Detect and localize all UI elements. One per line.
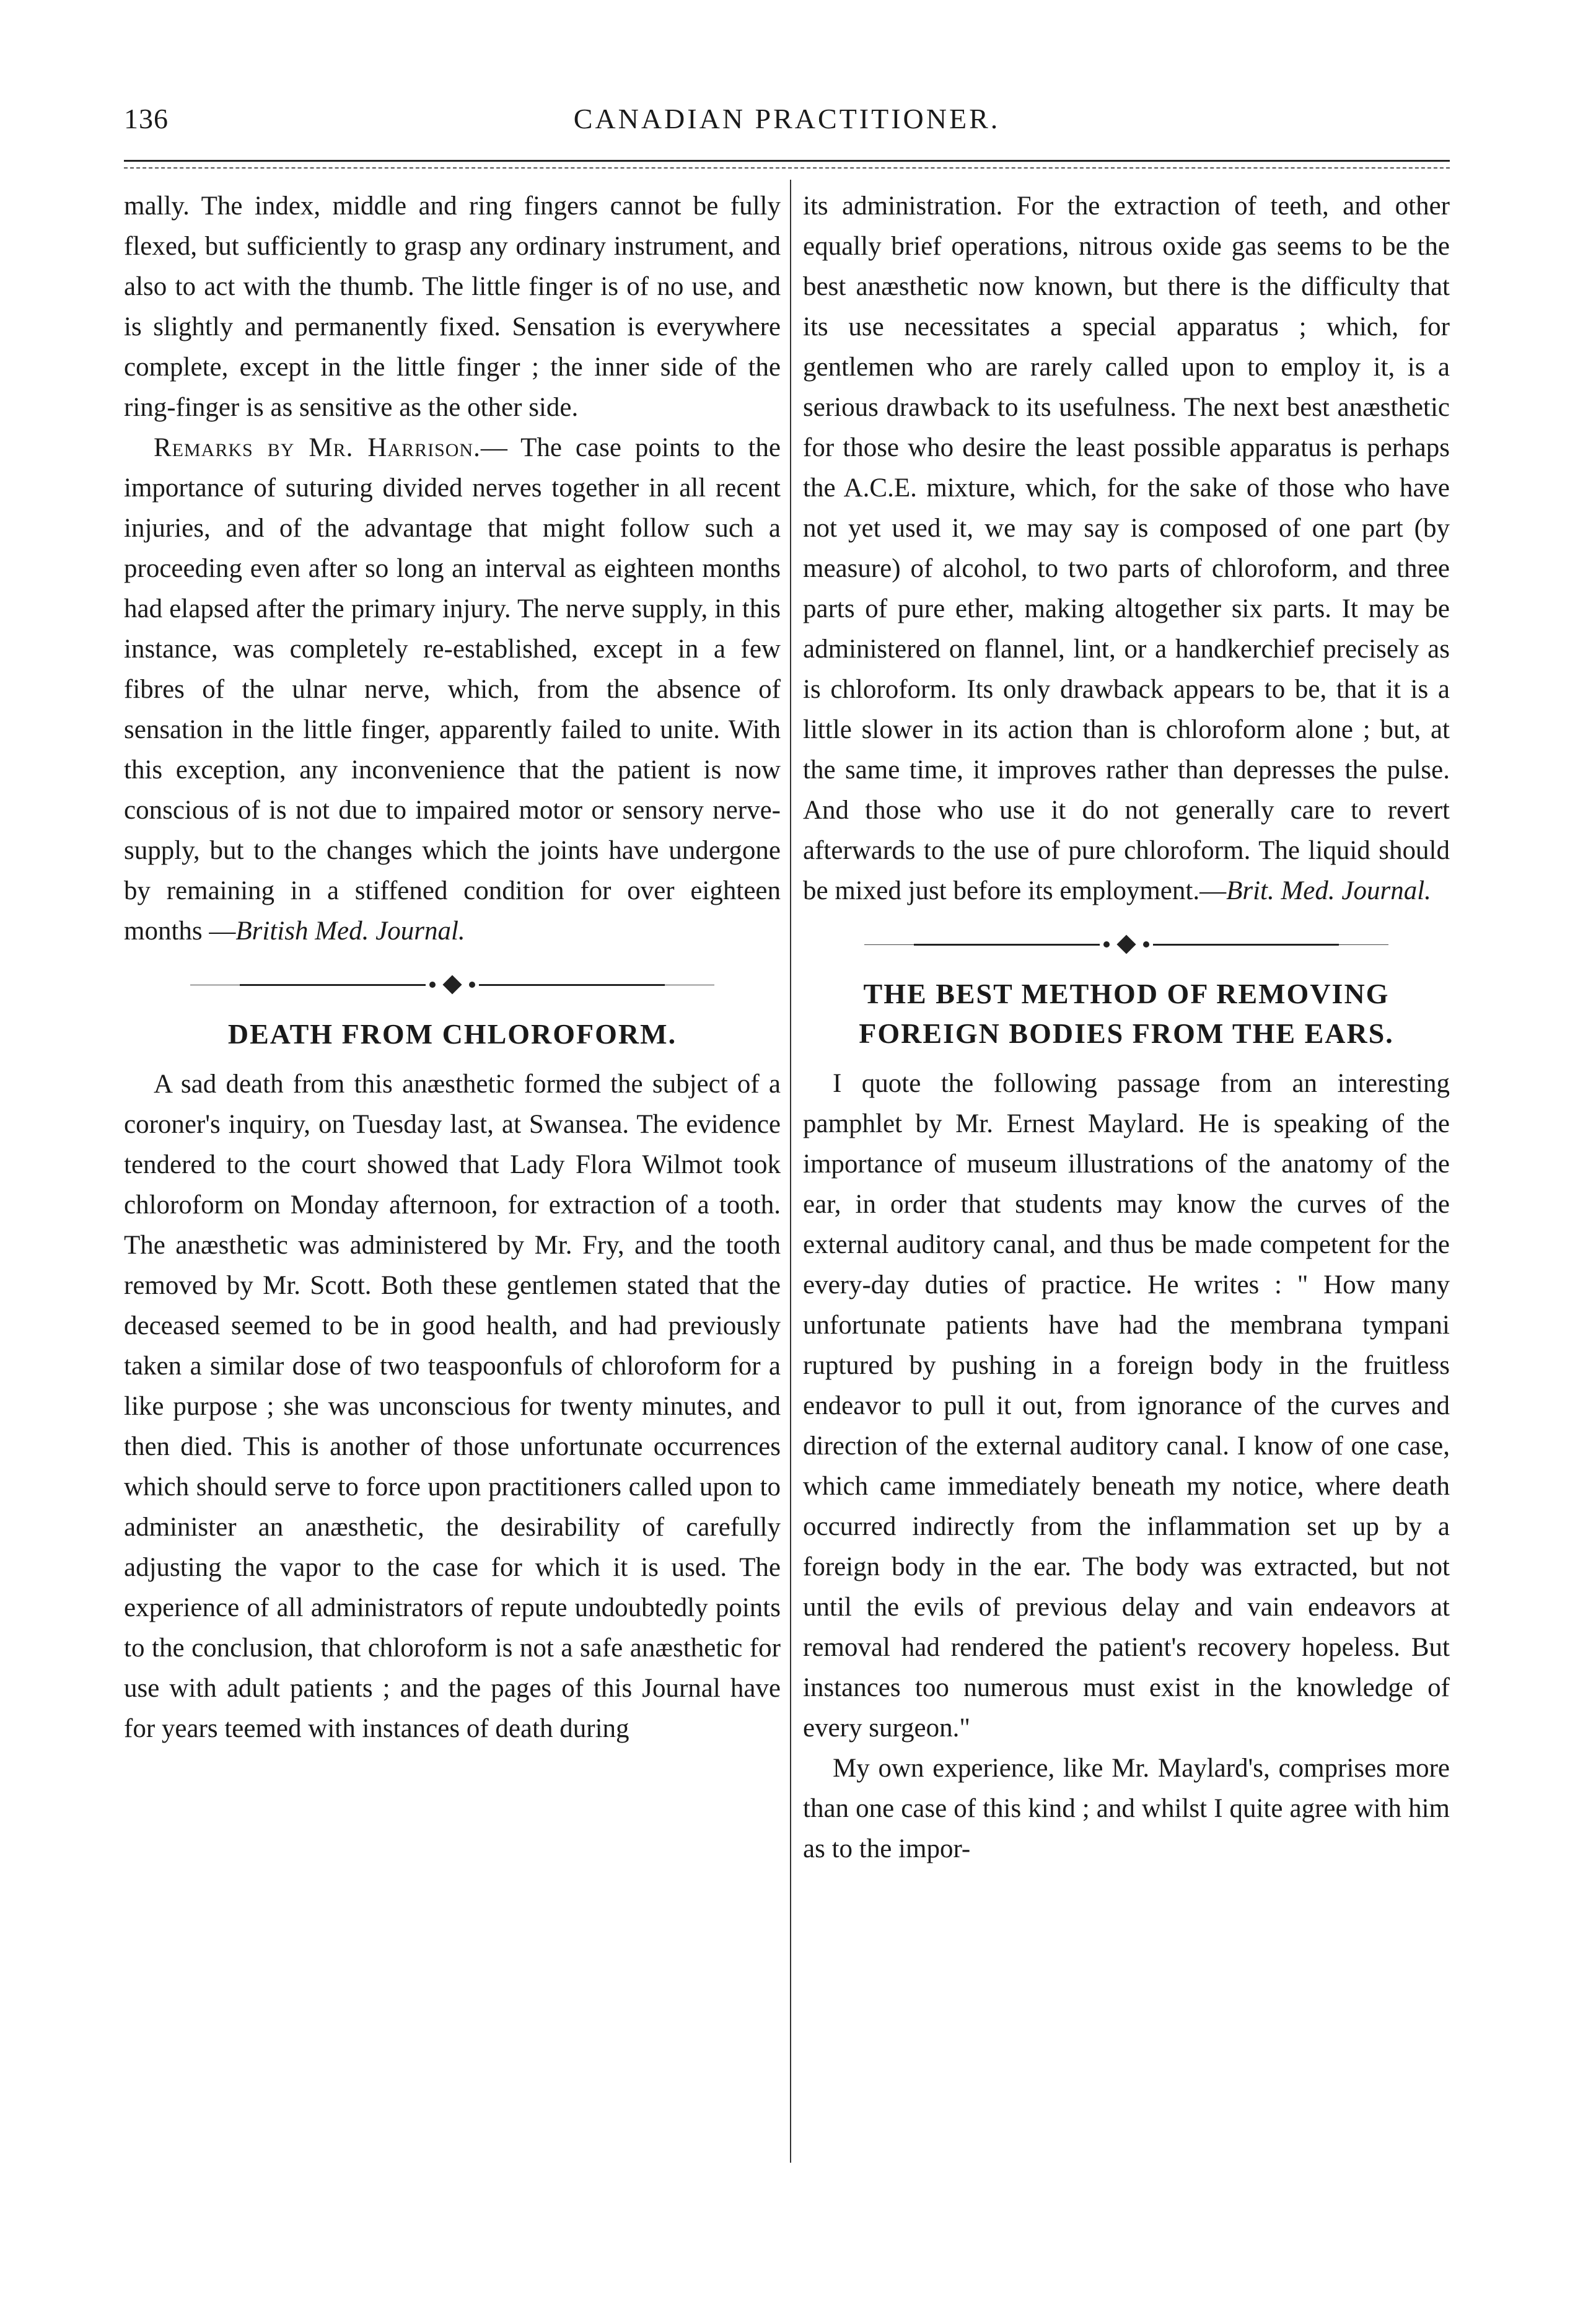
running-title: CANADIAN PRACTITIONER. <box>573 103 1001 134</box>
header-rule-dashed <box>124 167 1450 169</box>
paragraph-anaesthetic-administration <box>803 186 1450 911</box>
remarks-body: — The case points to the importance of suturing divided nerves together in all recent injuries, and of the advantage that might follow such a proceeding even after so long an interval as eighteen months had elapsed after the primary injury. The nerve supply, in this instance, was completely re-established, except in a few fibres of the ulnar nerve, which, from the absence of sensation in the little finger, apparently failed to unite. With this exception, any inconvenience that the patient is now conscious of is not due to impaired motor or sensory nerve-supply, but to the changes which the joints have undergone by remaining in a stiffened condition for over eighteen months — <box>124 433 781 946</box>
anaesthetic-body: its administration. For the extraction of teeth, and other equally brief operations, nitrous oxide gas seems to be the best anæsthetic now known, but there is the difficulty that its use necessitates a special apparatus ; which, for gentlemen who are rarely called upon to employ it, is a serious drawback to its usefulness. The next best anæsthetic for those who desire the least possible apparatus is perhaps the A.C.E. mixture, which, for the sake of those who have not yet used it, we may say is composed of one part (by measure) of alcohol, to two parts of chloroform, and three parts of pure ether, making altogether six parts. It may be administered on flannel, lint, or a handkerchief precisely as is chloroform. Its only drawback appears to be, that it is a little slower in its action than is chloroform alone ; but, at the same time, it improves rather than depresses the pulse. And those who use it do not generally care to revert afterwards to the use of pure chloroform. The liquid should be mixed just before its employment.— <box>803 191 1450 905</box>
section-title-death-from-chloroform: DEATH FROM CHLOROFORM. <box>227 1018 677 1050</box>
paragraph-own-experience: My own experience, like Mr. Maylard's, comprises more than one case of this kind ; and whilst I quite agree with him as to the impor- <box>803 1754 1450 1863</box>
page-number: 136 <box>124 103 169 134</box>
left-column <box>124 186 781 1749</box>
paragraph-maylard-quote: I quote the following passage from an interesting pamphlet by Mr. Ernest Maylard. He is speaking of the importance of museum illustrations of the anatomy of the ear, in order that students may know the curves of the external auditory canal, and thus be made competent for the every-day duties of practice. He writes : " How many unfortunate patients have had the membrana tympani ruptured by pushing in a foreign body in the fruitless endeavor to pull it out, from ignorance of the curves and direction of the external auditory canal. I know of one case, which came immediately beneath my notice, where death occurred indirectly from the inflammation set up by a foreign body in the ear. The body was extracted, but not until the evils of previous delay and vain endeavors at removal had rendered the patient's recovery hopeless. But instances too numerous must exist in the knowledge of every surgeon." <box>803 1069 1450 1743</box>
paragraph-remarks <box>124 428 781 951</box>
section-ornament-right <box>803 926 1450 963</box>
page-header <box>124 102 1450 152</box>
paragraph-case-continuation: mally. The index, middle and ring fingers cannot be fully flexed, but sufficiently to grasp any ordinary instrument, and also to act with the thumb. The little finger is of no use, and is slightly and permanently fixed. Sensation is everywhere complete, except in the little finger ; the inner side of the ring-finger is as sensitive as the other side. <box>124 191 781 422</box>
right-column <box>803 186 1450 1869</box>
anaesthetic-citation: Brit. Med. Journal. <box>1226 876 1431 905</box>
section-title-foreign-bodies-ears: THE BEST METHOD OF REMOVING FOREIGN BODIES FROM THE EARS. <box>859 978 1394 1049</box>
column-divider <box>790 180 791 2163</box>
paragraph-chloroform-death: A sad death from this anæsthetic formed the subject of a coroner's inquiry, on Tuesday last, at Swansea. The evidence tendered to the court showed that Lady Flora Wilmot took chloroform on Monday afternoon, for extraction of a tooth. The anæsthetic was administered by Mr. Fry, and the tooth removed by Mr. Scott. Both these gentlemen stated that the deceased seemed to be in good health, and had previously taken a similar dose of two teaspoonfuls of chloroform for a like purpose ; she was unconscious for twenty minutes, and then died. This is another of those unfortunate occurrences which should serve to force upon practitioners called upon to administer an anæsthetic, the desirability of carefully adjusting the vapor to the case for which it is used. The experience of all administrators of repute undoubtedly points to the conclusion, that chloroform is not a safe anæsthetic for use with adult patients ; and the pages of this Journal have for years teemed with instances of death during <box>124 1070 781 1743</box>
section-ornament <box>124 966 781 1003</box>
remarks-citation: British Med. Journal. <box>235 917 465 946</box>
remarks-lead: Remarks by Mr. Harrison. <box>154 433 481 462</box>
header-rule <box>124 160 1450 162</box>
